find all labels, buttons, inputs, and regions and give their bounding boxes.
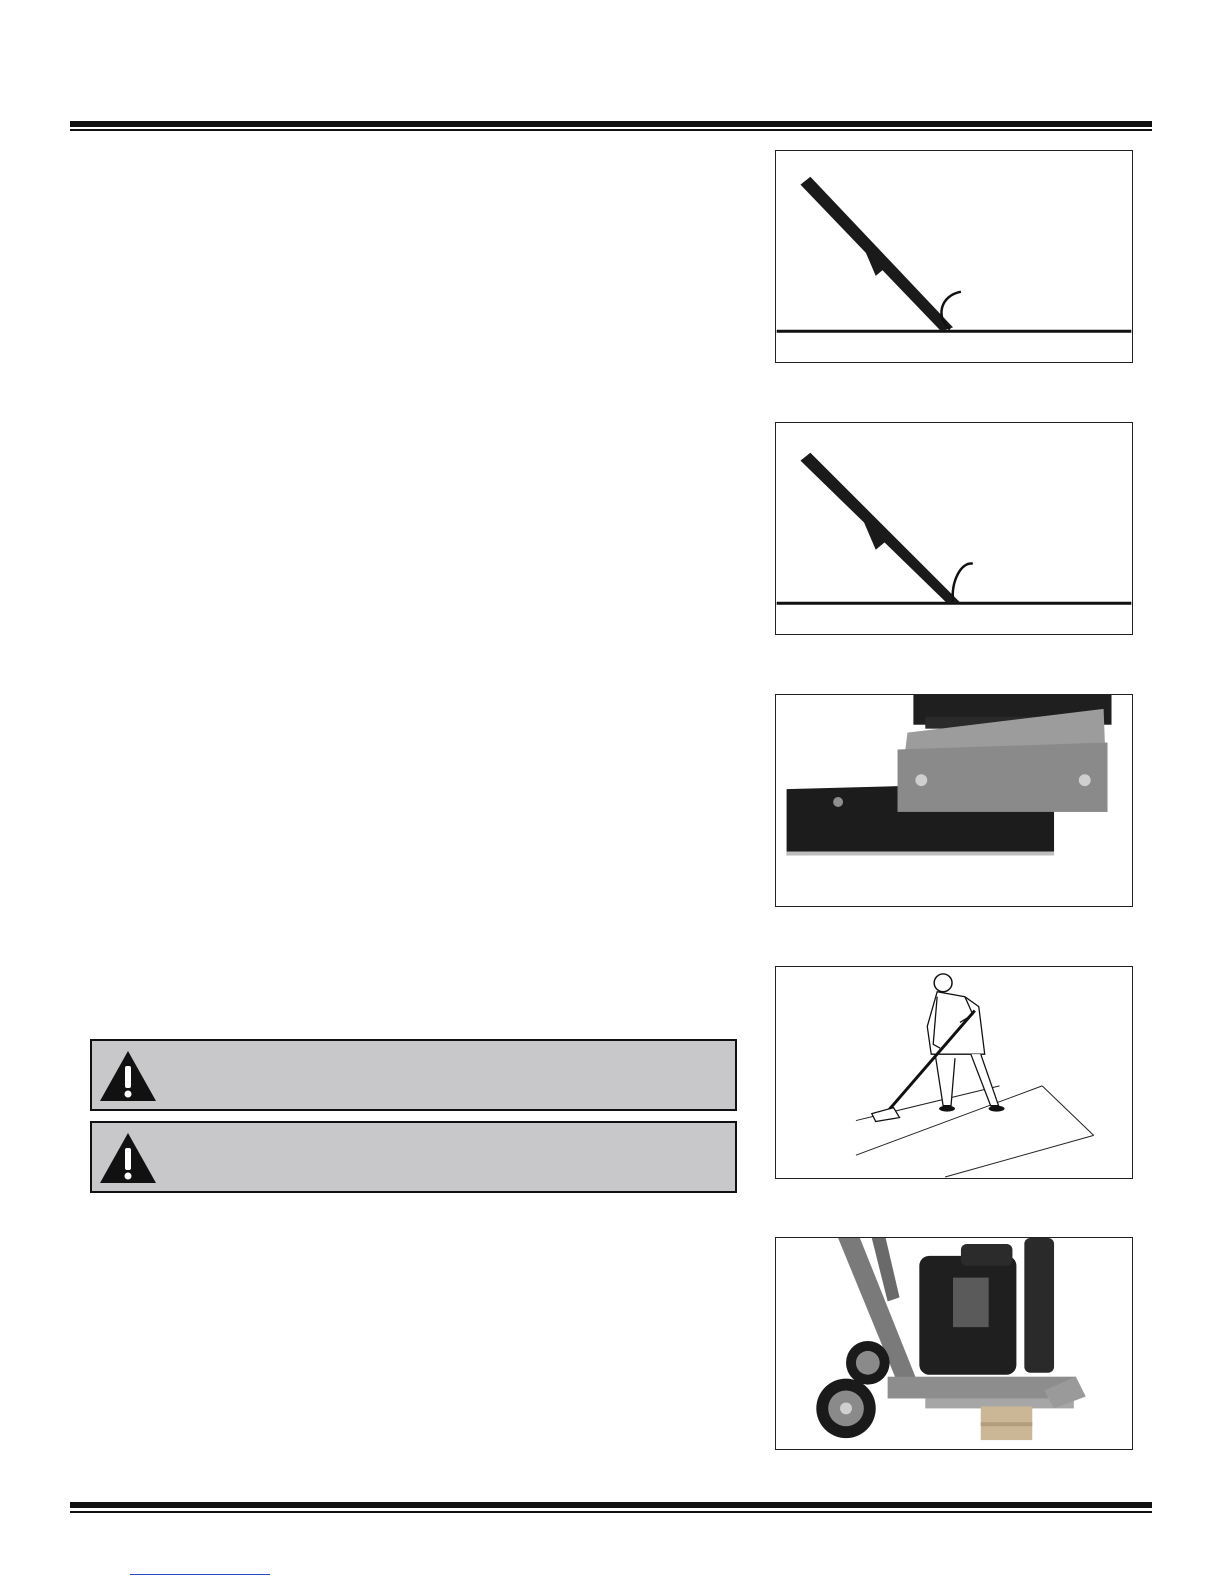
header-rule-thin [70,129,1152,131]
warning-box-2 [90,1121,737,1193]
warning-box-1 [90,1039,737,1111]
figure-blade-angle-2 [775,422,1133,635]
footer-link[interactable] [130,1572,270,1575]
footer-rule-thin [70,1511,1152,1513]
warning-icon [98,1048,158,1104]
figure-worker-scoring [775,966,1133,1179]
warning-icon [98,1130,158,1186]
footer-rule-thick [70,1502,1152,1508]
figure-blade-holder-photo [775,694,1133,907]
figure-machine-on-block [775,1237,1133,1450]
header-rule-thick [70,121,1152,127]
figure-blade-angle-1 [775,150,1133,363]
